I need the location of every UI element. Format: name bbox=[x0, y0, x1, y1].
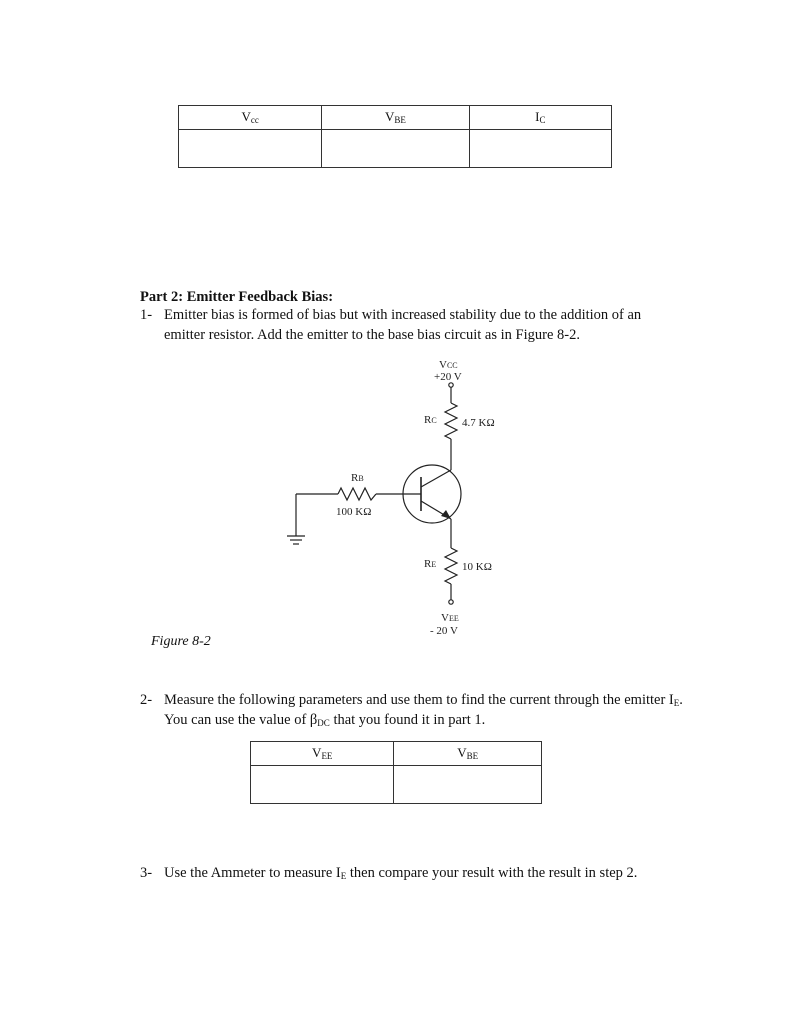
step2-line2-b: that you found it in part 1. bbox=[329, 712, 486, 728]
header-sub: BE bbox=[466, 751, 479, 761]
vee-value: - 20 V bbox=[430, 625, 458, 637]
re-value: 10 KΩ bbox=[462, 561, 492, 573]
header-main: V bbox=[241, 109, 251, 124]
header-main: V bbox=[312, 745, 322, 760]
header-main: V bbox=[385, 109, 395, 124]
re-label: RE bbox=[424, 558, 437, 570]
step3-line bbox=[140, 863, 637, 886]
header-sub: BE bbox=[394, 115, 406, 125]
step2-number: 2- bbox=[140, 692, 153, 708]
vcc-label: VCC bbox=[439, 359, 458, 371]
step2-line2 bbox=[140, 710, 485, 733]
table-header-row bbox=[251, 742, 542, 766]
vcc-terminal bbox=[449, 383, 453, 387]
rc-label: RC bbox=[424, 414, 437, 426]
cell-vee bbox=[251, 766, 394, 804]
step1-number: 1- bbox=[140, 307, 153, 323]
rb-resistor bbox=[338, 488, 376, 500]
header-sub: C bbox=[539, 115, 546, 125]
part2-heading: Part 2: Emitter Feedback Bias: bbox=[140, 289, 334, 305]
step2-text-b: . bbox=[679, 692, 683, 708]
emitter-arrow bbox=[441, 510, 451, 519]
header-main: I bbox=[535, 109, 540, 124]
rc-resistor bbox=[445, 403, 457, 439]
vee-label: VEE bbox=[441, 612, 459, 624]
vcc-value: +20 V bbox=[434, 371, 462, 383]
rb-value: 100 KΩ bbox=[336, 506, 372, 518]
step3-text-a: Use the Ammeter to measure I bbox=[164, 865, 341, 881]
measurement-table-2 bbox=[250, 741, 542, 804]
table-input-row bbox=[251, 766, 542, 804]
header-sub: cc bbox=[250, 115, 259, 125]
step3-number: 3- bbox=[140, 865, 153, 881]
step1-line2: emitter resistor. Add the emitter to the base bias circuit as in Figure 8-2. bbox=[164, 327, 580, 343]
step2-sub-dc: DC bbox=[317, 718, 330, 728]
step3-sub-e: E bbox=[340, 871, 347, 881]
step2-sub-e: E bbox=[673, 698, 680, 708]
rb-label: RB bbox=[351, 472, 364, 484]
header-vee bbox=[251, 742, 394, 766]
vee-terminal bbox=[449, 600, 453, 604]
rc-value: 4.7 KΩ bbox=[462, 417, 495, 429]
step2-line2-a: You can use the value of β bbox=[164, 712, 318, 728]
re-resistor bbox=[445, 548, 457, 584]
step2-text-a: Measure the following parameters and use them to find the current through the emitter I bbox=[164, 692, 674, 708]
cell-vbe bbox=[394, 766, 542, 804]
figure-caption: Figure 8-2 bbox=[151, 634, 211, 649]
header-sub: EE bbox=[321, 751, 333, 761]
header-main: V bbox=[457, 745, 467, 760]
step1-text-1: Emitter bias is formed of bias but with increased stability due to the addition of an bbox=[164, 307, 642, 323]
ground-symbol bbox=[287, 536, 305, 544]
step3-text-b: then compare your result with the result in step 2. bbox=[346, 865, 638, 881]
header-vbe bbox=[394, 742, 542, 766]
